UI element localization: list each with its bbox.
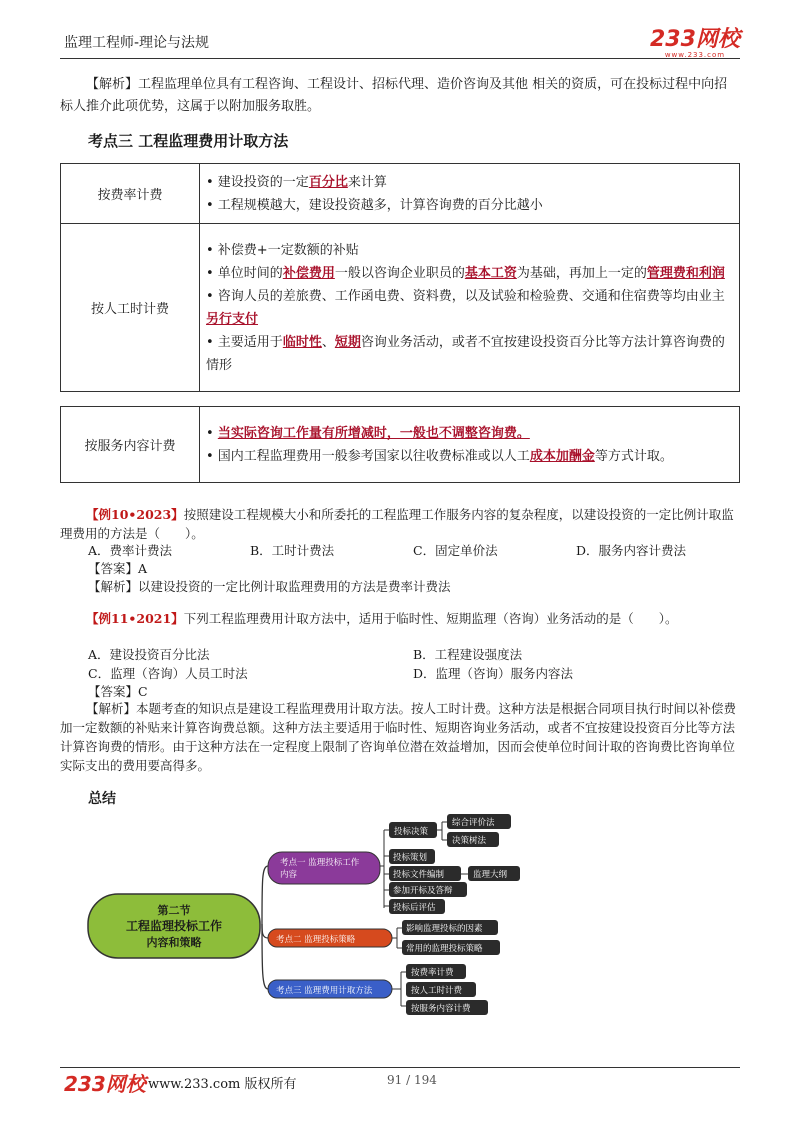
table-row — [61, 164, 740, 224]
bullet: • 建设投资的一定百分比来计算 — [206, 174, 387, 190]
leaf-label: 综合评价法 — [452, 818, 495, 828]
row-label: 按服务内容计费 — [61, 407, 200, 483]
intro-analysis — [60, 74, 740, 118]
option: A．建设投资百分比法 — [88, 647, 210, 662]
option: B．工程建设强度法 — [413, 647, 523, 662]
row-label: 按人工时计费 — [61, 224, 200, 392]
branch-label: 考点三 监理费用计取方法 — [276, 986, 373, 996]
connector — [380, 830, 384, 908]
option: A．费率计费法 — [88, 543, 173, 558]
bullet: • 当实际咨询工作量有所增减时，一般也不调整咨询费。 — [206, 425, 530, 441]
leaf-label: 决策树法 — [452, 836, 487, 846]
footer-divider — [60, 1067, 740, 1068]
bullet: • 国内工程监理费用一般参考国家以往收费标准或以人工成本加酬金等方式计取。 — [206, 448, 673, 464]
bullet: • 单位时间的补偿费用一般以咨询企业职员的基本工资为基础，再加上一定的管理费和利润 — [206, 265, 725, 281]
example-tag: 【例11•2021】 — [86, 611, 184, 626]
brand-logo-text: 233网校 — [650, 27, 740, 52]
root-line: 第二节 — [157, 904, 191, 917]
analysis: 【解析】本题考查的知识点是建设工程监理费用计取方法。按人工时计费。这种方法是根据合同项目执行时间以补偿费加一定数额的补贴来计算咨询费总额。这种方法主要适用于临时性、短期咨询业务活动，或者不宜按建设投资百分比等方法计算咨询费的情形。由于这种方法在一定程度上限制了咨询单位潜在效益增加，因而会使单位时间计取的咨询费比咨询单位实际支出的费用要高得多。 — [60, 701, 737, 773]
leaf-label: 投标后评估 — [393, 903, 436, 913]
document-title: 监理工程师-理论与法规 — [64, 35, 210, 51]
brand-logo-url: www.233.com — [664, 51, 726, 59]
bullet: • 补偿费+一定数额的补贴 — [206, 242, 359, 258]
connector — [437, 822, 447, 840]
row-content — [200, 407, 740, 483]
leaf-label: 按费率计费 — [411, 968, 454, 978]
leaf-label: 投标策划 — [393, 853, 428, 863]
row-content — [200, 164, 740, 224]
branch-label: 考点一 监理投标工作 — [280, 858, 360, 868]
leaf-label: 投标决策 — [394, 827, 429, 837]
example-question: 【例11•2021】下列工程监理费用计取方法中，适用于临时性、短期监理（咨询）业务活动的是（ ）。 — [86, 611, 678, 626]
leaf-label: 按服务内容计费 — [411, 1004, 471, 1014]
example-tag: 【例10•2023】 — [86, 507, 184, 522]
intro-text: 工程监理单位具有工程咨询、工程设计、招标代理、造价咨询及其他 相关的资质，可在投标过程中向招标人推介此项优势，这属于以附加服务取胜。 — [60, 77, 728, 114]
row-content — [200, 224, 740, 392]
answer: 【答案】C — [88, 684, 148, 699]
leaf-label: 影响监理投标的因素 — [406, 924, 483, 934]
leaf-label: 常用的监理投标策略 — [406, 944, 483, 954]
root-line: 工程监理投标工作 — [125, 919, 223, 933]
option: C．固定单价法 — [413, 543, 498, 558]
intro-label: 【解析】 — [86, 77, 139, 92]
leaf-label: 投标文件编制 — [393, 870, 445, 880]
table-row — [61, 224, 740, 392]
row-label: 按费率计费 — [61, 164, 200, 224]
table-row — [61, 407, 740, 483]
fee-method-table — [60, 163, 740, 392]
option: B．工时计费法 — [250, 543, 335, 558]
connector — [384, 830, 389, 906]
option: C．监理（咨询）人员工时法 — [88, 666, 248, 681]
summary-mindmap — [0, 800, 800, 1030]
leaf-label: 参加开标及答辩 — [393, 886, 453, 896]
section-heading: 考点三 工程监理费用计取方法 — [88, 132, 289, 150]
analysis: 【解析】以建设投资的一定比例计取监理费用的方法是费率计费法 — [88, 579, 451, 594]
service-fee-table — [60, 406, 740, 483]
example-question: 【例10•2023】按照建设工程规模大小和所委托的工程监理工作服务内容的复杂程度，以建设投资的一定比例计取监理费用的方法是（ ）。 — [60, 507, 734, 541]
brand-logo — [650, 22, 740, 59]
bullet: • 工程规模越大，建设投资越多，计算咨询费的百分比越小 — [206, 197, 543, 213]
bullet: • 咨询人员的差旅费、工作函电费、资料费，以及试验和检验费、交通和住宿费等均由业主另行支付 — [206, 288, 725, 327]
connector — [262, 866, 268, 924]
root-line: 内容和策略 — [146, 936, 202, 949]
connector — [392, 972, 406, 1006]
summary-heading: 总结 — [88, 791, 116, 807]
footer-copyright: www.233.com 版权所有 — [148, 1077, 297, 1092]
connector — [262, 924, 268, 938]
page-number: 91 / 194 — [387, 1073, 437, 1087]
option: D．监理（咨询）服务内容法 — [413, 666, 574, 681]
footer-logo: 233网校 — [64, 1072, 146, 1096]
branch-label: 内容 — [280, 870, 298, 880]
header-divider — [60, 58, 740, 59]
bullet: • 主要适用于临时性、短期咨询业务活动，或者不宜按建设投资百分比等方法计算咨询费的情形 — [206, 334, 725, 373]
branch-label: 考点二 监理投标策略 — [276, 935, 356, 945]
leaf-label: 监理大纲 — [473, 870, 508, 880]
answer: 【答案】A — [88, 561, 148, 576]
leaf-label: 按人工时计费 — [411, 986, 463, 996]
connector — [392, 928, 402, 948]
option: D．服务内容计费法 — [576, 543, 687, 558]
